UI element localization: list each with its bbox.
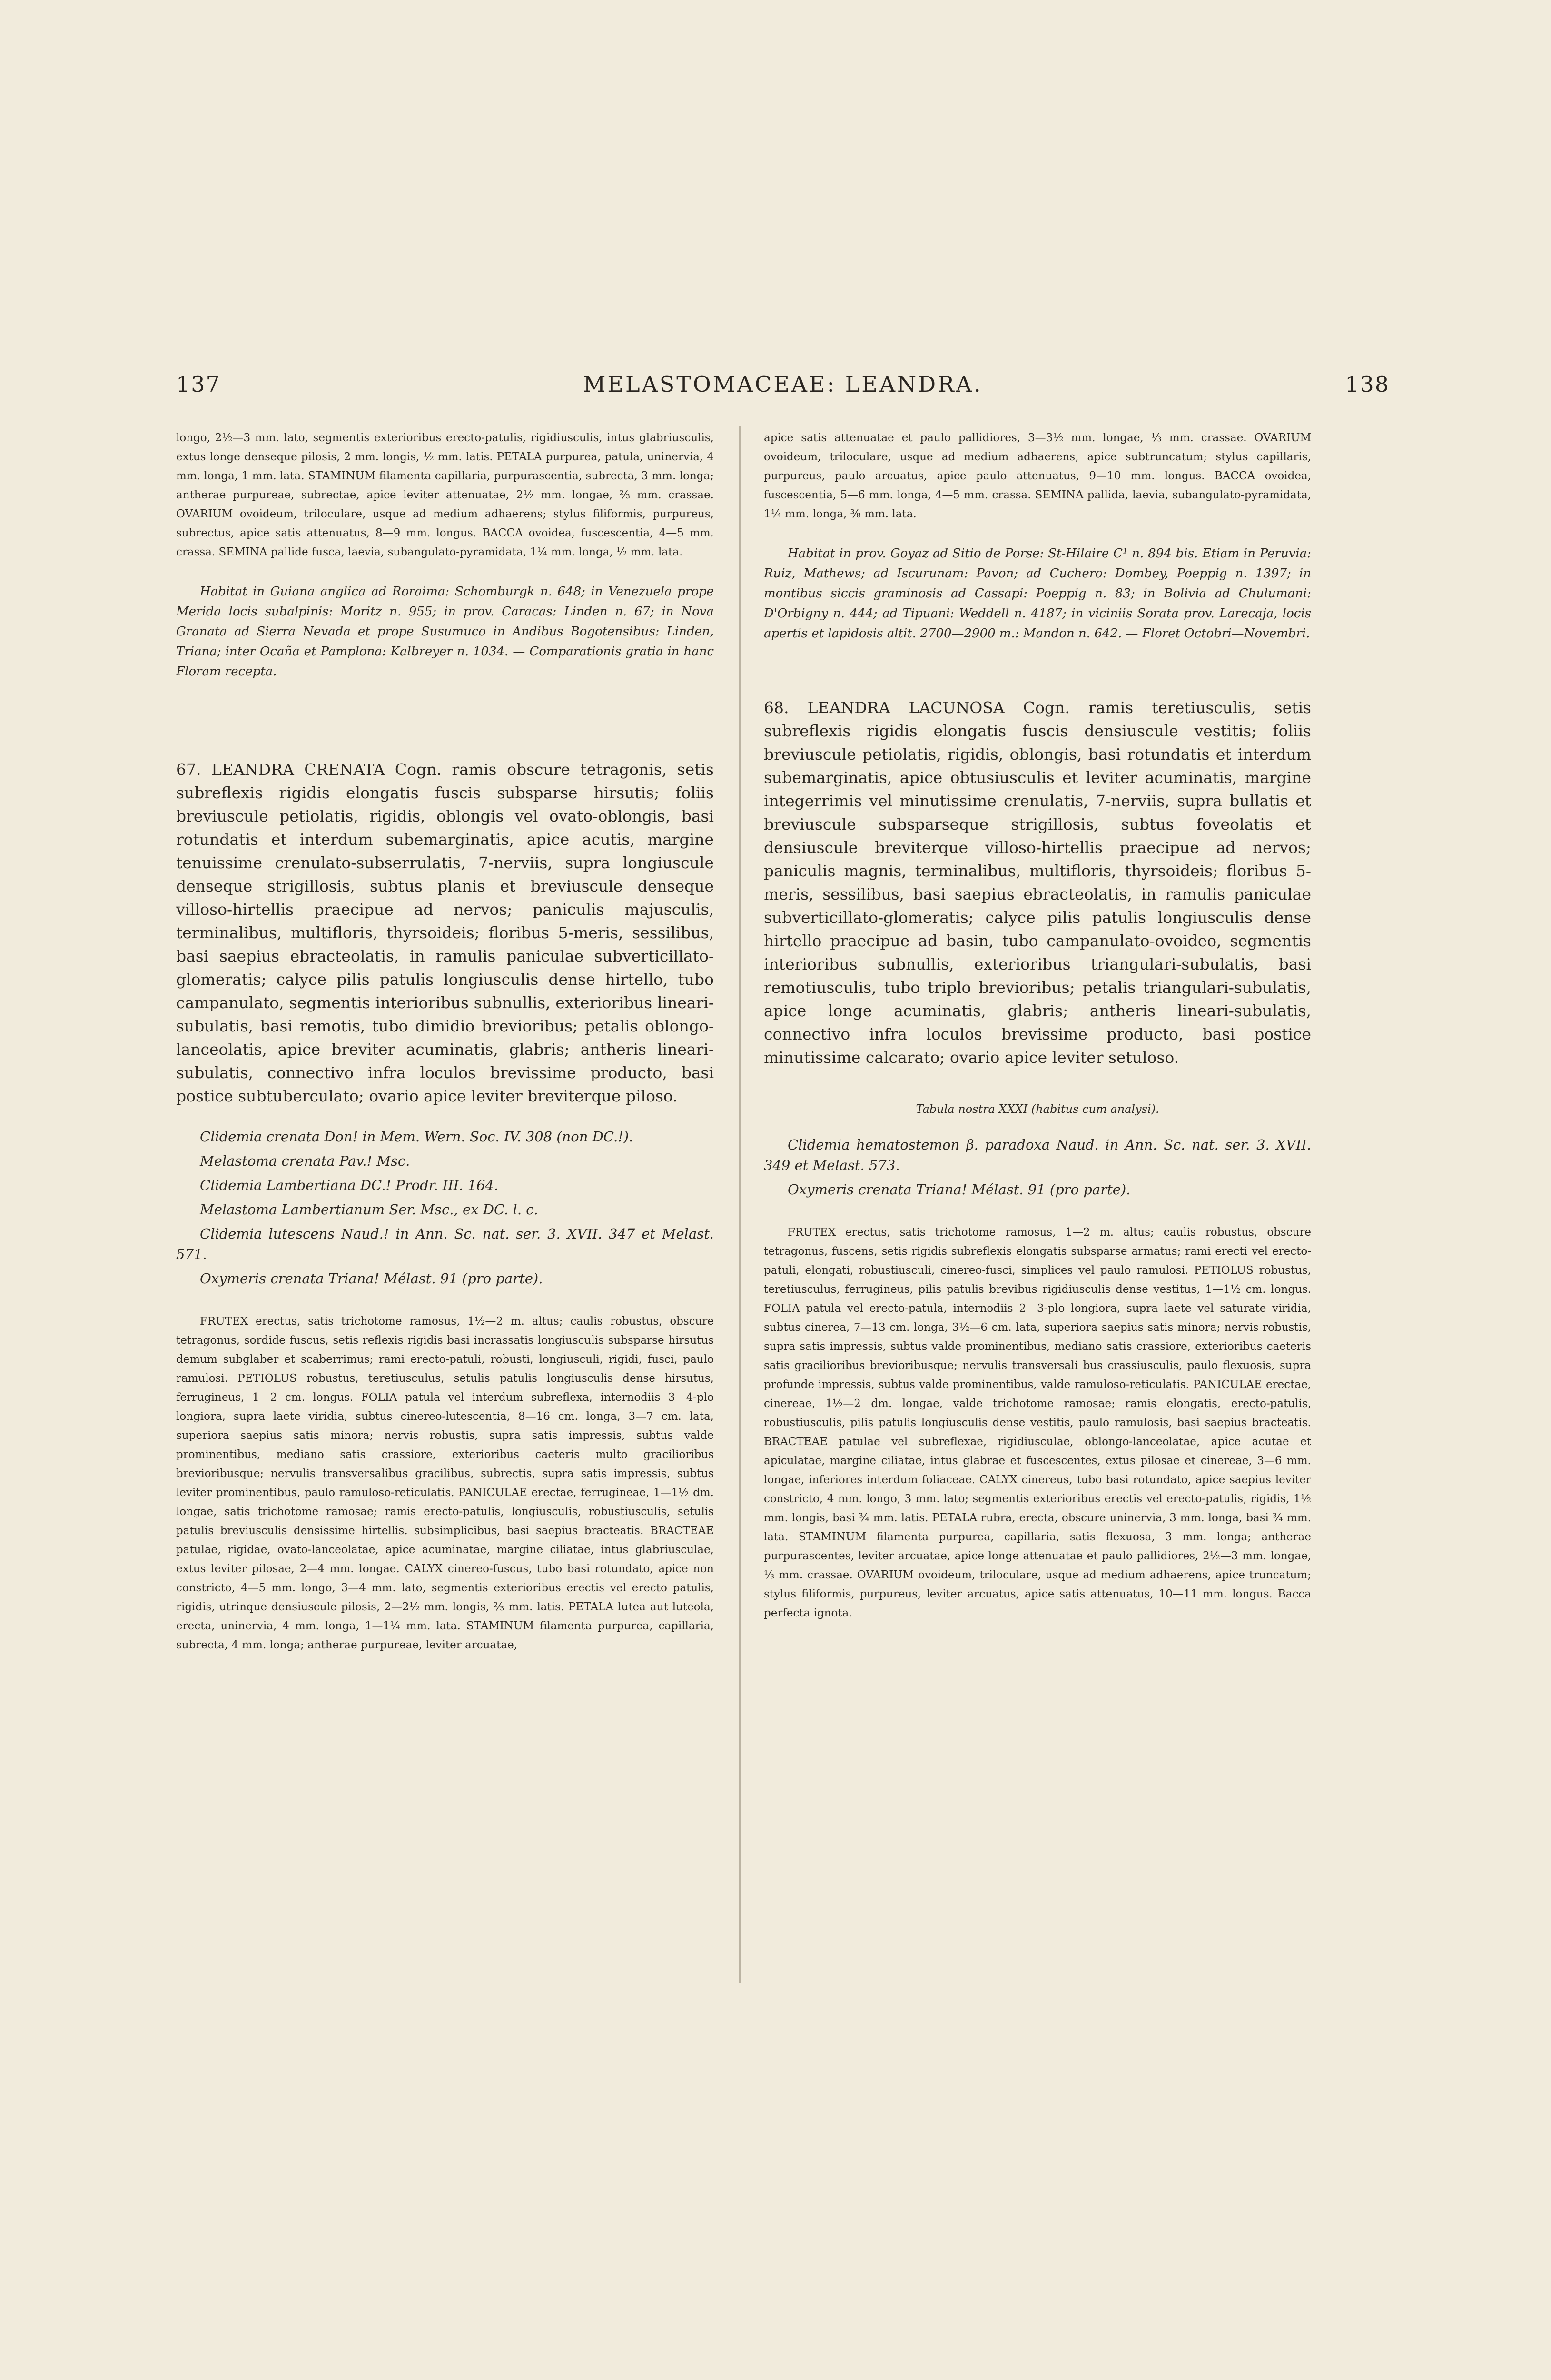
species-67-diagnosis: 67. LEANDRA CRENATA Cogn. ramis obscure tetragonis, setis subreflexis rigidis elongatis fuscis subsparse hirsutis; foliis breviuscule petiolatis, rigidis, oblongis vel ovato-oblongis, basi rotundatis et interdum subemarginatis, apice acutis, margine tenuissime crenulato-subserrulatis, 7-nerviis, supra longiuscule denseque strigillosis, subtus planis et breviuscule denseque villoso-hirtellis praecipue ad nervos; paniculis majusculis, terminalibus, multifloris, thyrsoideis; floribus 5-meris, sessilibus, basi saepius ebracteolatis, in ramulis paniculae subverticillato-glomeratis; calyce pilis patulis longiusculis dense hirtello, tubo campanulato, segmentis interioribus subnullis, exterioribus lineari-subulatis, basi remotis, tubo dimidio brevioribus; petalis oblongo-lanceolatis, apice breviter acuminatis, glabris; antheris lineari-subulatis, connectivo infra loculos brevissime producto, basi postice subtuberculato; ovario apice leviter breviterque piloso.	[176, 760, 714, 1105]
species-68-description: FRUTEX erectus, satis trichotome ramosus, 1—2 m. altus; caulis robustus, obscure tetragonus, fuscens, setis rigidis subreflexis elongatis subsparse armatus; rami erecti vel erecto-patuli, elongati, robustiusculi, cinereo-fusci, simplices vel paulo ramulosi. PETIOLUS robustus, teretiusculus, ferrugineus, pilis patulis brevibus rigidiusculis dense vestitus, 1—1½ cm. longus. FOLIA patula vel erecto-patula, internodiis 2—3-plo longiora, supra laete vel saturate viridia, subtus cinerea, 7—13 cm. longa, 3½—6 cm. lata, superiora saepius satis minora; nervis robustis, supra satis impressis, subtus valde prominentibus, mediano satis crassiore, exterioribus caeteris satis gracilioribus brevioribusque; nervulis transversali bus crassiusculis, paulo flexuosis, supra profunde impressis, subtus valde prominentibus, valde ramuloso-reticulatis. PANICULAE erectae, cinereae, 1½—2 dm. longae, valde trichotome ramosae; ramis elongatis, erecto-patulis, robustiusculis, pilis patulis longiusculis dense vestitis, paulo ramulosis, basi saepius bracteatis. BRACTEAE patulae vel subreflexae, rigidiusculae, oblongo-lanceolatae, apice acutae et apiculatae, margine ciliatae, intus glabrae et fuscescentes, extus pilosae et cinereae, 3—6 mm. longae, inferiores interdum foliaceae. CALYX cinereus, tubo basi rotundato, apice saepius leviter constricto, 4 mm. longo, 3 mm. lato; segmentis exterioribus erectis vel erecto-patulis, rigidis, 1½ mm. longis, basi ¾ mm. latis. PETALA rubra, erecta, obscure uninervia, 3 mm. longa, basi ¾ mm. lata. STAMINUM filamenta purpurea, capillaria, satis flexuosa, 3 mm. longa; antherae purpurascentes, leviter arcuatae, apice longe attenuatae et paulo pallidiores, 2½—3 mm. longae, ⅓ mm. crassae. OVARIUM ovoideum, triloculare, usque ad medium adhaerens, apice truncatum; stylus filiformis, purpureus, leviter arcuatus, apice satis attenuatus, 10—11 mm. longus. Bacca perfecta ignota.	[764, 1226, 1311, 1619]
left-column	[176, 428, 714, 1655]
continued-description-right: apice satis attenuatae et paulo pallidiores, 3—3½ mm. longae, ⅓ mm. crassae. OVARIUM ovoideum, triloculare, usque ad medium adhaerens, apice subtruncatum; stylus capillaris, purpureus, paulo arcuatus, apice paulo attenuatus, 9—10 mm. longus. BACCA ovoidea, fuscescentia, 5—6 mm. longa, 4—5 mm. crassa. SEMINA pallida, laevia, subangulato-pyramidata, 1¼ mm. longa, ⅜ mm. lata.	[764, 432, 1311, 520]
page-number-left: 137	[176, 371, 221, 397]
synonym-entry: Clidemia crenata Don! in Mem. Wern. Soc. IV. 308 (non DC.!).	[200, 1129, 633, 1145]
synonym-entry: Clidemia hematostemon β. paradoxa Naud. in Ann. Sc. nat. ser. 3. XVII. 349 et Melast. 573.	[764, 1137, 1311, 1173]
species-68-diagnosis: 68. LEANDRA LACUNOSA Cogn. ramis teretiusculis, setis subreflexis rigidis elongatis fuscis densiuscule vestitis; foliis breviuscule petiolatis, rigidis, oblongis, basi rotundatis et interdum subemarginatis, apice obtusiusculis et leviter acuminatis, margine integerrimis vel minutissime crenulatis, 7-nerviis, supra bullatis et breviuscule subsparseque strigillosis, subtus foveolatis et densiuscule breviterque villoso-hirtellis praecipue ad nervos; paniculis magnis, terminalibus, multifloris, thyrsoideis; floribus 5-meris, sessilibus, basi saepius ebracteolatis, in ramulis paniculae subverticillato-glomeratis; calyce pilis patulis longiusculis dense hirtello praecipue ad basin, tubo campanulato-ovoideo, segmentis interioribus subnullis, exterioribus triangulari-subulatis, basi remotiusculis, tubo triplo brevioribus; petalis triangulari-subulatis, apice longe acuminatis, glabris; antheris lineari-subulatis, connectivo infra loculos brevissime producto, basi postice minutissime calcarato; ovario apice leviter setuloso.	[764, 698, 1311, 1067]
plate-reference: Tabula nostra XXXI (habitus cum analysi).	[916, 1102, 1159, 1116]
habitat-paragraph-left: Habitat in Guiana anglica ad Roraima: Schomburgk n. 648; in Venezuela prope Merida locis subalpinis: Moritz n. 955; in prov. Caracas: Linden n. 67; in Nova Granata ad Sierra Nevada et prope Susumuco in Andibus Bogotensibus: Linden, Triana; inter Ocaña et Pamplona: Kalbreyer n. 1034. — Comparationis gratia in hanc Floram recepta.	[176, 585, 714, 679]
synonym-entry: Melastoma Lambertianum Ser. Msc., ex DC. l. c.	[200, 1201, 538, 1218]
habitat-paragraph-right: Habitat in prov. Goyaz ad Sitio de Porse: St-Hilaire C¹ n. 894 bis. Etiam in Peruvia: Ruiz, Mathews; ad Iscurunam: Pavon; ad Cuchero: Dombey, Poeppig n. 1397; in montibus siccis graminosis ad Cassapi: Poeppig n. 83; in Bolivia ad Chulumani: D'Orbigny n. 444; ad Tipuani: Weddell n. 4187; in viciniis Sorata prov. Larecaja, locis apertis et lapidosis altit. 2700—2900 m.: Mandon n. 642. — Floret Octobri—Novembri.	[764, 546, 1311, 641]
synonym-entry: Oxymeris crenata Triana! Mélast. 91 (pro parte).	[788, 1181, 1131, 1198]
column-divider	[739, 426, 741, 1983]
page-number-right: 138	[1345, 371, 1390, 397]
synonym-entry: Clidemia Lambertiana DC.! Prodr. III. 164.	[200, 1177, 499, 1193]
right-column	[764, 428, 1311, 1623]
continued-description-left: longo, 2½—3 mm. lato, segmentis exterioribus erecto-patulis, rigidiusculis, intus glabriusculis, extus longe denseque pilosis, 2 mm. longis, ½ mm. latis. PETALA purpurea, patula, uninervia, 4 mm. longa, 1 mm. lata. STAMINUM filamenta capillaria, purpurascentia, subrecta, 3 mm. longa; antherae purpureae, subrectae, apice leviter attenuatae, 2½ mm. longae, ⅔ mm. crassae. OVARIUM ovoideum, triloculare, usque ad medium adhaerens; stylus filiformis, purpureus, subrectus, apice satis attenuatus, 8—9 mm. longus. BACCA ovoidea, fuscescentia, 4—5 mm. crassa. SEMINA pallide fusca, laevia, subangulato-pyramidata, 1¼ mm. longa, ½ mm. lata.	[176, 432, 714, 558]
synonymy-list-left	[176, 1127, 714, 1289]
page-header	[176, 371, 1390, 405]
species-67-description: FRUTEX erectus, satis trichotome ramosus, 1½—2 m. altus; caulis robustus, obscure tetragonus, sordide fuscus, setis reflexis rigidis basi incrassatis longiusculis subsparse hirsutus demum subglaber et scaberrimus; rami erecto-patuli, robusti, longiusculi, rigidi, fusci, paulo ramulosi. PETIOLUS robustus, teretiusculus, setulis patulis longiusculis dense hirsutus, ferrugineus, 1—2 cm. longus. FOLIA patula vel interdum subreflexa, internodiis 3—4-plo longiora, supra laete viridia, subtus cinereo-lutescentia, 8—16 cm. longa, 3—7 cm. lata, superiora saepius satis minora; nervis robustis, supra satis impressis, subtus valde prominentibus, mediano satis crassiore, exterioribus caeteris multo gracilioribus brevioribusque; nervulis transversalibus gracilibus, subrectis, supra satis impressis, subtus leviter prominentibus, paulo ramuloso-reticulatis. PANICULAE erectae, ferrugineae, 1—1½ dm. longae, satis trichotome ramosae; ramis erecto-patulis, longiusculis, robustiusculis, setulis patulis breviusculis densissime hirtellis. subsimplicibus, basi saepius bracteatis. BRACTEAE patulae, rigidae, ovato-lanceolatae, apice acuminatae, margine ciliatae, intus glabriusculae, extus leviter pilosae, 2—4 mm. longae. CALYX cinereo-fuscus, tubo basi rotundato, apice non constricto, 4—5 mm. longo, 3—4 mm. lato, segmentis exterioribus erectis vel erecto patulis, rigidis, utrinque densiuscule pilosis, 2—2½ mm. longis, ⅔ mm. latis. PETALA lutea aut luteola, erecta, uninervia, 4 mm. longa, 1—1¼ mm. lata. STAMINUM filamenta purpurea, capillaria, subrecta, 4 mm. longa; antherae purpureae, leviter arcuatae,	[176, 1315, 714, 1651]
synonym-entry: Melastoma crenata Pav.! Msc.	[200, 1153, 410, 1169]
synonym-entry: Oxymeris crenata Triana! Mélast. 91 (pro parte).	[200, 1270, 543, 1287]
running-title: MELASTOMACEAE: LEANDRA.	[583, 371, 983, 397]
synonym-entry: Clidemia lutescens Naud.! in Ann. Sc. nat. ser. 3. XVII. 347 et Melast. 571.	[176, 1226, 714, 1262]
synonymy-list-right	[764, 1135, 1311, 1200]
